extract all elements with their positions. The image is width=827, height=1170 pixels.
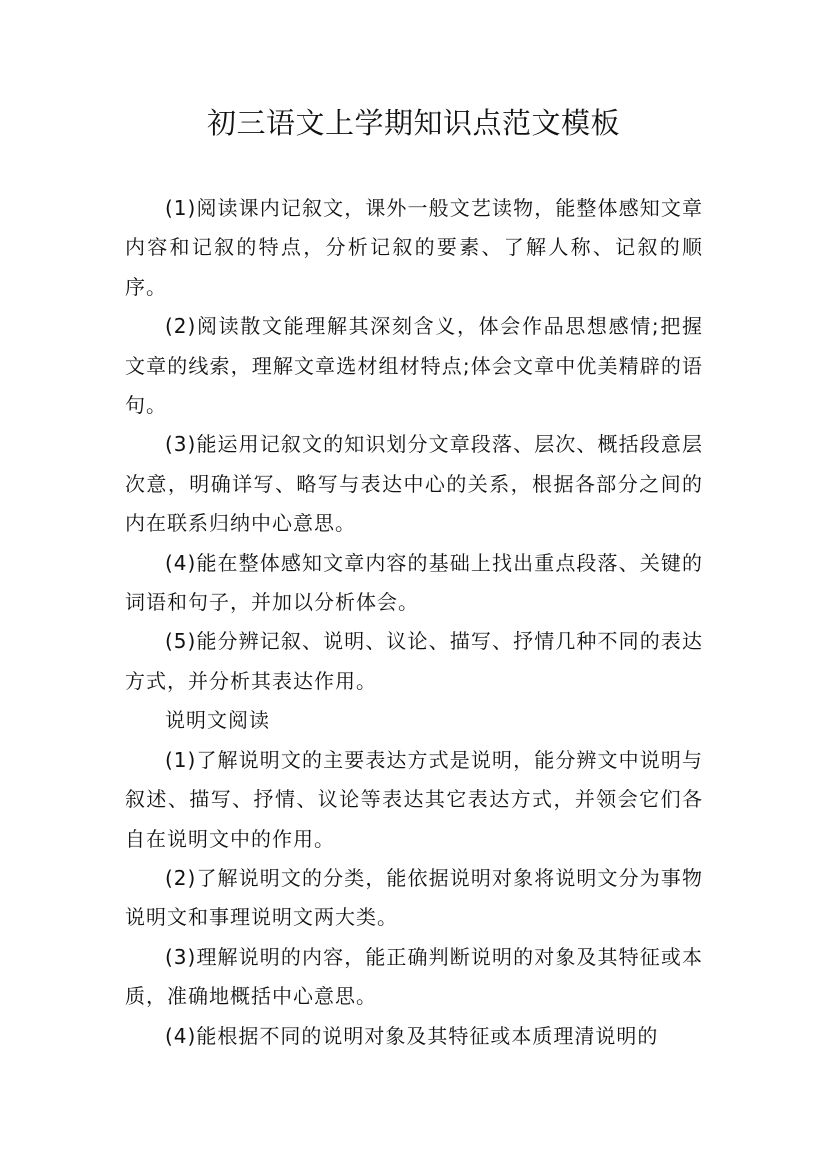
paragraph: (1)了解说明文的主要表达方式是说明，能分辨文中说明与叙述、描写、抒情、议论等表达其它表达方式，并领会它们各自在说明文中的作用。 [125,747,703,851]
document-title: 初三语文上学期知识点范文模板 [206,106,620,140]
paragraph: (2)阅读散文能理解其深刻含义，体会作品思想感情;把握文章的线索，理解文章选材组材特点;体会文章中优美精辟的语句。 [125,314,703,418]
paragraph: (3)能运用记叙文的知识划分文章段落、层次、概括段意层次意，明确详写、略写与表达中心的关系，根据各部分之间的内在联系归纳中心意思。 [125,432,703,536]
paragraph: (4)能根据不同的说明对象及其特征或本质理清说明的 [165,1023,659,1048]
paragraph: (1)阅读课内记叙文，课外一般文艺读物，能整体感知文章内容和记叙的特点，分析记叙的要素、了解人称、记叙的顺序。 [125,196,703,299]
document-body [125,189,703,1056]
section-heading: 说明文阅读 [165,708,270,733]
paragraph: (4)能在整体感知文章内容的基础上找出重点段落、关键的词语和句子，并加以分析体会。 [125,550,703,615]
paragraph: (5)能分辨记叙、说明、议论、描写、抒情几种不同的表达方式，并分析其表达作用。 [125,629,703,693]
paragraph: (3)理解说明的内容，能正确判断说明的对象及其特征或本质，准确地概括中心意思。 [125,944,703,1009]
paragraph: (2)了解说明文的分类，能依据说明对象将说明文分为事物说明文和事理说明文两大类。 [125,865,703,930]
